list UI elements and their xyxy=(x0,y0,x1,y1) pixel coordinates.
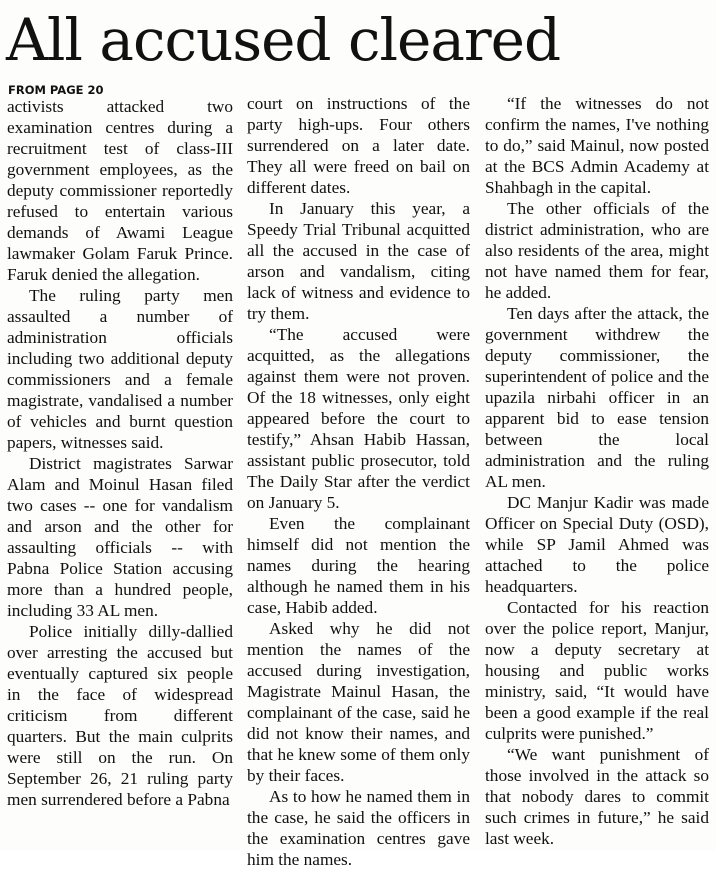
article-paragraph: Contacted for his reaction over the police report, Manjur, now a deputy secretary at housing and public works ministry, said, “It would have been a good example if the real culprits were punished.” xyxy=(485,598,709,743)
article-paragraph: court on instructions of the party high-ups. Four others surrendered on a later date. They all were freed on bail on different dates. xyxy=(247,94,470,197)
article-paragraph: DC Manjur Kadir was made Officer on Special Duty (OSD), while SP Jamil Ahmed was attached to the police headquarters. xyxy=(485,493,709,596)
article-paragraph: The ruling party men assaulted a number of administration officials including two additional deputy commissioners and a female magistrate, vandalised a number of vehicles and burnt question papers, witnesses said. xyxy=(7,286,233,452)
article-paragraph: Police initially dilly-dallied over arresting the accused but eventually captured six people in the face of widespread criticism from different quarters. But the main culprits were still on the run. On September 26, 21 ruling party men surrendered before a Pabna xyxy=(7,622,233,809)
article-paragraph: activists attacked two examination centres during a recruitment test of class-III government employees, as the deputy commissioner reportedly refused to entertain various demands of Awami League lawmaker Golam Faruk Prince. Faruk denied the allegation. xyxy=(7,97,233,284)
article-column-1 xyxy=(7,96,233,810)
article-paragraph: Ten days after the attack, the government withdrew the deputy commissioner, the superintendent of police and the upazila nirbahi officer in an apparent bid to ease tension between the local administration and the ruling AL men. xyxy=(485,304,709,491)
article-paragraph: “The accused were acquitted, as the allegations against them were not proven. Of the 18 witnesses, only eight appeared before the court to testify,” Ahsan Habib Hassan, assistant public prosecutor, told The Daily Star after the verdict on January 5. xyxy=(247,325,470,512)
article-paragraph: As to how he named them in the case, he said the officers in the examination centres gave him the names. xyxy=(247,787,470,869)
article-column-2 xyxy=(247,93,470,870)
article-paragraph: Even the complainant himself did not mention the names during the hearing although he named them in his case, Habib added. xyxy=(247,514,470,617)
article-paragraph: District magistrates Sarwar Alam and Moinul Hasan filed two cases -- one for vandalism and arson and the other for assaulting officials -- with Pabna Police Station accusing more than a hundred people, including 33 AL men. xyxy=(7,454,233,620)
article-paragraph: “We want punishment of those involved in the attack so that nobody dares to commit such crimes in future,” he said last week. xyxy=(485,745,709,848)
headline: All accused cleared xyxy=(6,6,561,74)
article-paragraph: In January this year, a Speedy Trial Tribunal acquitted all the accused in the case of arson and vandalism, citing lack of witness and evidence to try them. xyxy=(247,199,470,323)
article-paragraph: “If the witnesses do not confirm the names, I've nothing to do,” said Mainul, now posted at the BCS Admin Academy at Shahbagh in the capital. xyxy=(485,94,709,197)
article-column-3 xyxy=(485,93,709,849)
continued-from-label: FROM PAGE 20 xyxy=(8,83,104,97)
article-paragraph: The other officials of the district administration, who are also residents of the area, might not have named them for fear, he added. xyxy=(485,199,709,302)
article-paragraph: Asked why he did not mention the names of the accused during investigation, Magistrate Mainul Hasan, the complainant of the case, said he did not know their names, and that he knew some of them only by their faces. xyxy=(247,619,470,785)
